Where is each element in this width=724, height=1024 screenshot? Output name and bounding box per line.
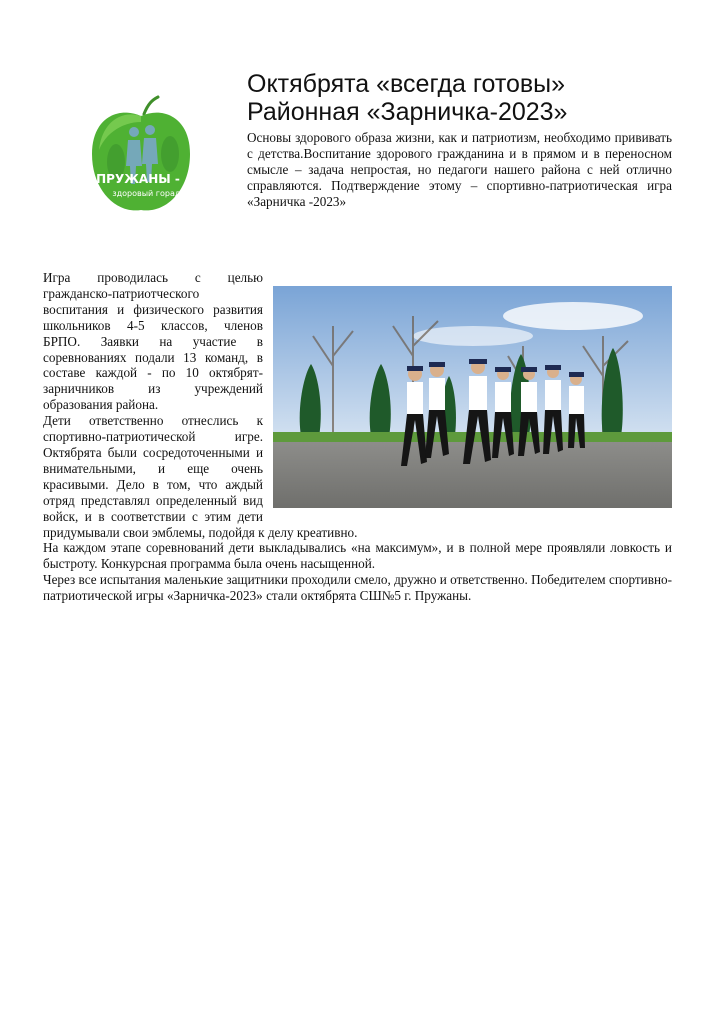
title-line-1: Октябрята «всегда готовы»	[247, 70, 566, 98]
page-title	[247, 70, 567, 126]
title-line-2: Районная «Зарничка-2023»	[247, 98, 568, 126]
article-paragraph-1: Игра проводилась с целью гражданско-патриотческого воспитания и физического развития школьников 4-5 классов, членов БРПО. Заявки на участие в соревнованиях подали 13 команд, в составе каждой - по 10 октябрят-зарничников из учреждений образования района.	[43, 270, 263, 413]
article-paragraph-3: На каждом этапе соревнований дети выкладывались «на максимум», и в полной мере проявляли ловкость и быстроту. Конкурсная программа была очень насыщенной.	[43, 540, 672, 572]
pruzhany-apple-logo	[88, 92, 194, 216]
logo-main-text: ПРУЖАНЫ -	[96, 172, 180, 186]
logo-sub-text: здоровый горад!	[112, 189, 184, 198]
article-body	[43, 270, 672, 604]
article-paragraph-2: Дети ответственно отнеслись к спортивно-патриотической игре. Октябрята были сосредоточенными и внимательными, и еще очень красивыми. Дело в том, что аждый отряд представлял определенный вид войск, и в соответствии с этим дети придумывали свои эмблемы, подойдя к делу креативно.	[43, 413, 358, 540]
children-marching-photo	[273, 286, 672, 508]
intro-paragraph: Основы здорового образа жизни, как и патриотизм, необходимо прививать с детства.Воспитание здорового гражданина и в прямом и в переносном смысле – задача непростая, но педагоги нашего района с ней отлично справляются. Подтверждение этому – спортивно-патриотическая игра «Зарничка -2023»	[247, 130, 672, 209]
article-paragraph-4: Через все испытания маленькие защитники проходили смело, дружно и ответственно. Победителем спортивно-патриотической игры «Зарничка-2023» стали октябрята СШ№5 г. Пружаны.	[43, 572, 672, 604]
